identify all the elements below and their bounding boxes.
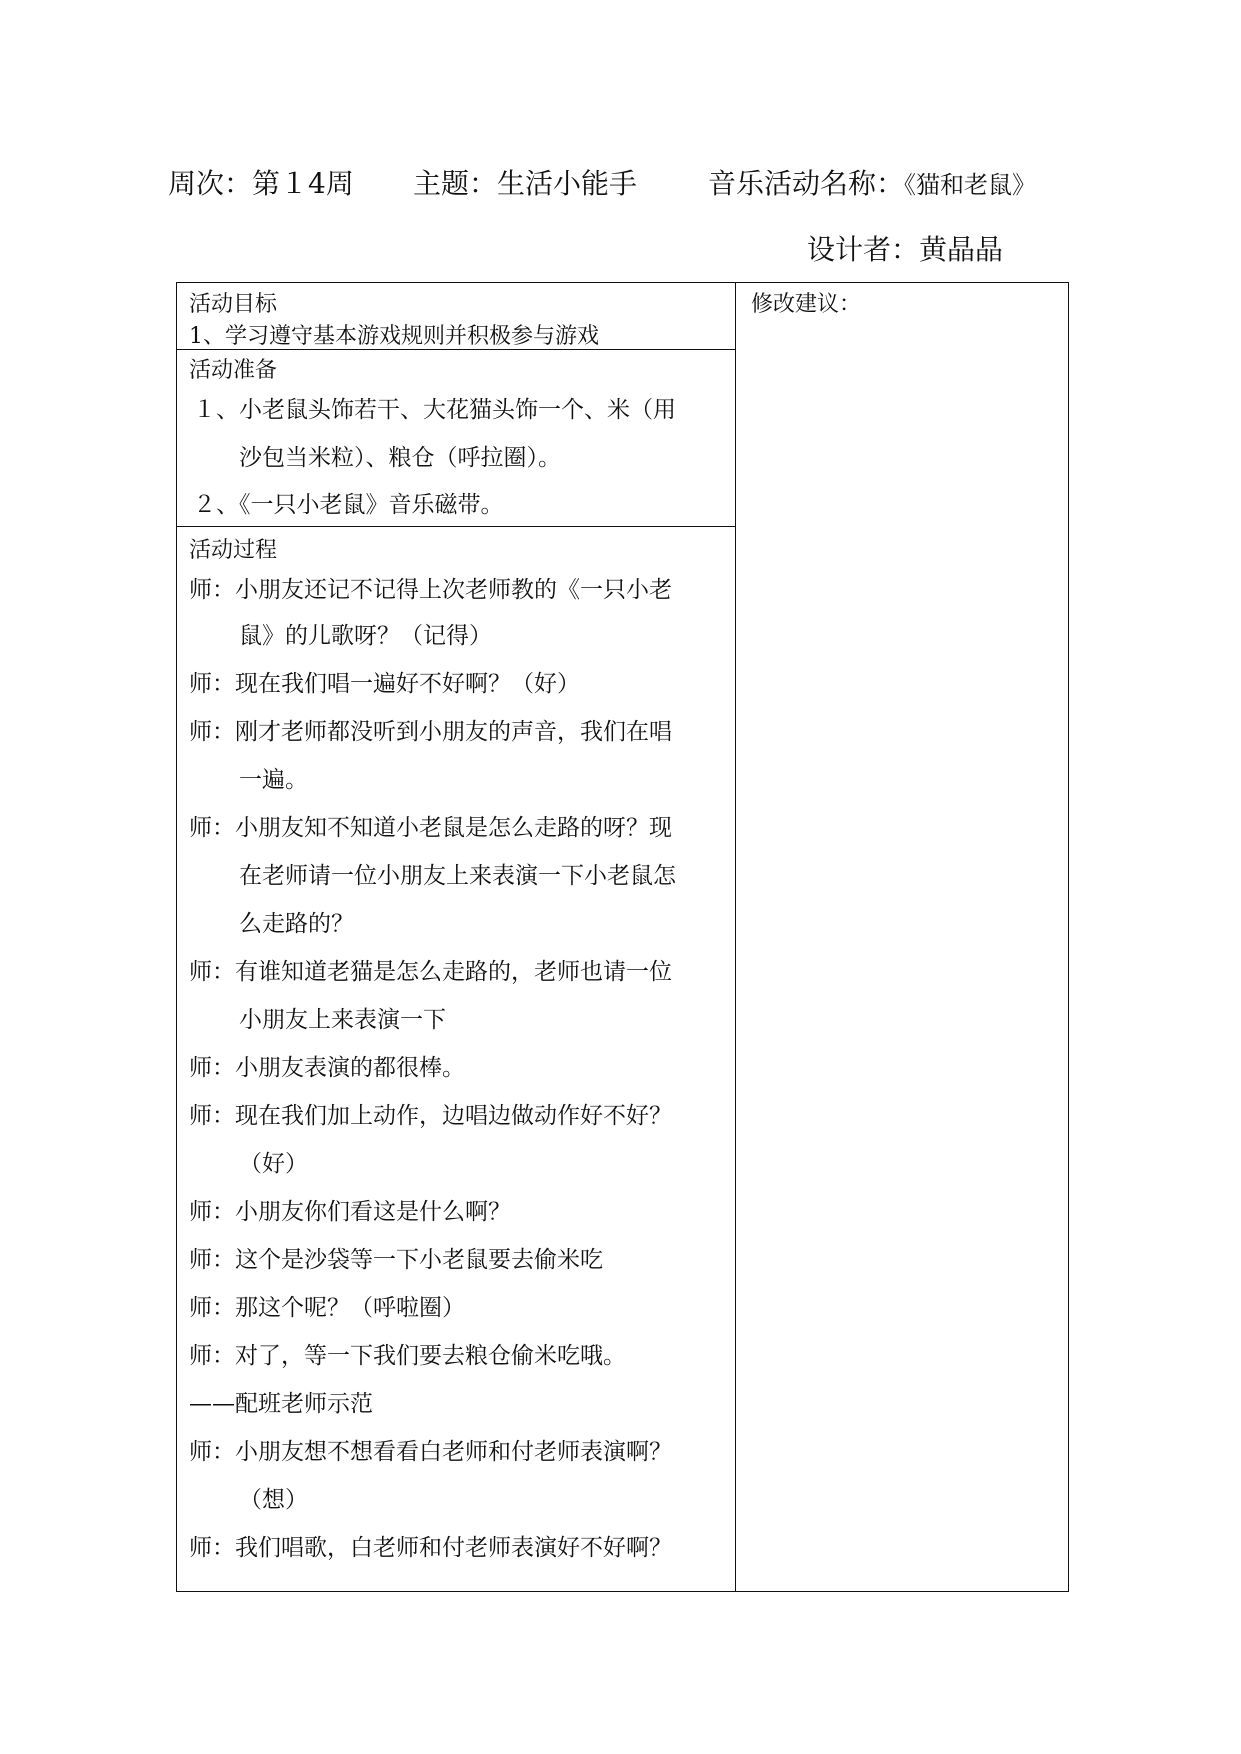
process-line: 师：小朋友还记不记得上次老师教的《一只小老 [189, 577, 672, 603]
process-line: 师：现在我们唱一遍好不好啊？（好） [189, 671, 580, 697]
activity-name-label [708, 162, 1036, 202]
goal-title: 活动目标 [189, 292, 278, 317]
process-line: ——配班老师示范 [189, 1391, 373, 1417]
activity-title: 《猫和老鼠》 [904, 171, 1037, 199]
activity-label: 音乐活动名称： [708, 167, 905, 200]
process-line: 师：小朋友知不知道小老鼠是怎么走路的呀？现 [189, 815, 672, 841]
process-line: 师：小朋友表演的都很棒。 [189, 1055, 465, 1081]
process-line: 在老师请一位小朋友上来表演一下小老鼠怎 [239, 863, 676, 889]
process-line: 师：小朋友想不想看看白老师和付老师表演啊？ [189, 1439, 672, 1465]
prep-line: ２、《一只小老鼠》音乐磁带。 [193, 492, 504, 518]
column-divider [735, 283, 736, 1591]
process-line: 师：现在我们加上动作，边唱边做动作好不好？ [189, 1103, 672, 1129]
suggestion-title: 修改建议： [751, 292, 862, 317]
prep-line: １、小老鼠头饰若干、大花猫头饰一个、米（用 [193, 397, 676, 423]
designer-label: 设计者：黄晶晶 [807, 233, 1004, 266]
process-line: 师：有谁知道老猫是怎么走路的，老师也请一位 [189, 959, 672, 985]
process-title: 活动过程 [189, 538, 278, 563]
process-line: 小朋友上来表演一下 [239, 1007, 446, 1033]
theme-label: 主题：生活小能手 [413, 167, 638, 200]
process-line: 师：对了，等一下我们要去粮仓偷米吃哦。 [189, 1343, 626, 1369]
process-line: 鼠》的儿歌呀？（记得） [239, 623, 492, 649]
lesson-plan-table [176, 282, 1069, 1592]
process-line: 师：刚才老师都没听到小朋友的声音，我们在唱 [189, 719, 672, 745]
process-line: （好） [239, 1151, 308, 1177]
process-line: 么走路的？ [239, 911, 354, 937]
process-line: 师：小朋友你们看这是什么啊？ [189, 1199, 511, 1225]
goal-item: 1、学习遵守基本游戏规则并积极参与游戏 [189, 324, 599, 349]
row-divider-prep [177, 526, 735, 527]
prep-line: 沙包当米粒）、粮仓（呼拉圈）。 [239, 445, 561, 471]
process-line: （想） [239, 1487, 308, 1513]
process-line: 师：我们唱歌，白老师和付老师表演好不好啊？ [189, 1535, 672, 1561]
process-line: 师：那这个呢？（呼啦圈） [189, 1295, 465, 1321]
prep-title: 活动准备 [189, 358, 278, 383]
week-label: 周次：第１4周 [168, 167, 354, 200]
process-line: 一遍。 [239, 767, 308, 793]
process-line: 师：这个是沙袋等一下小老鼠要去偷米吃 [189, 1247, 603, 1273]
